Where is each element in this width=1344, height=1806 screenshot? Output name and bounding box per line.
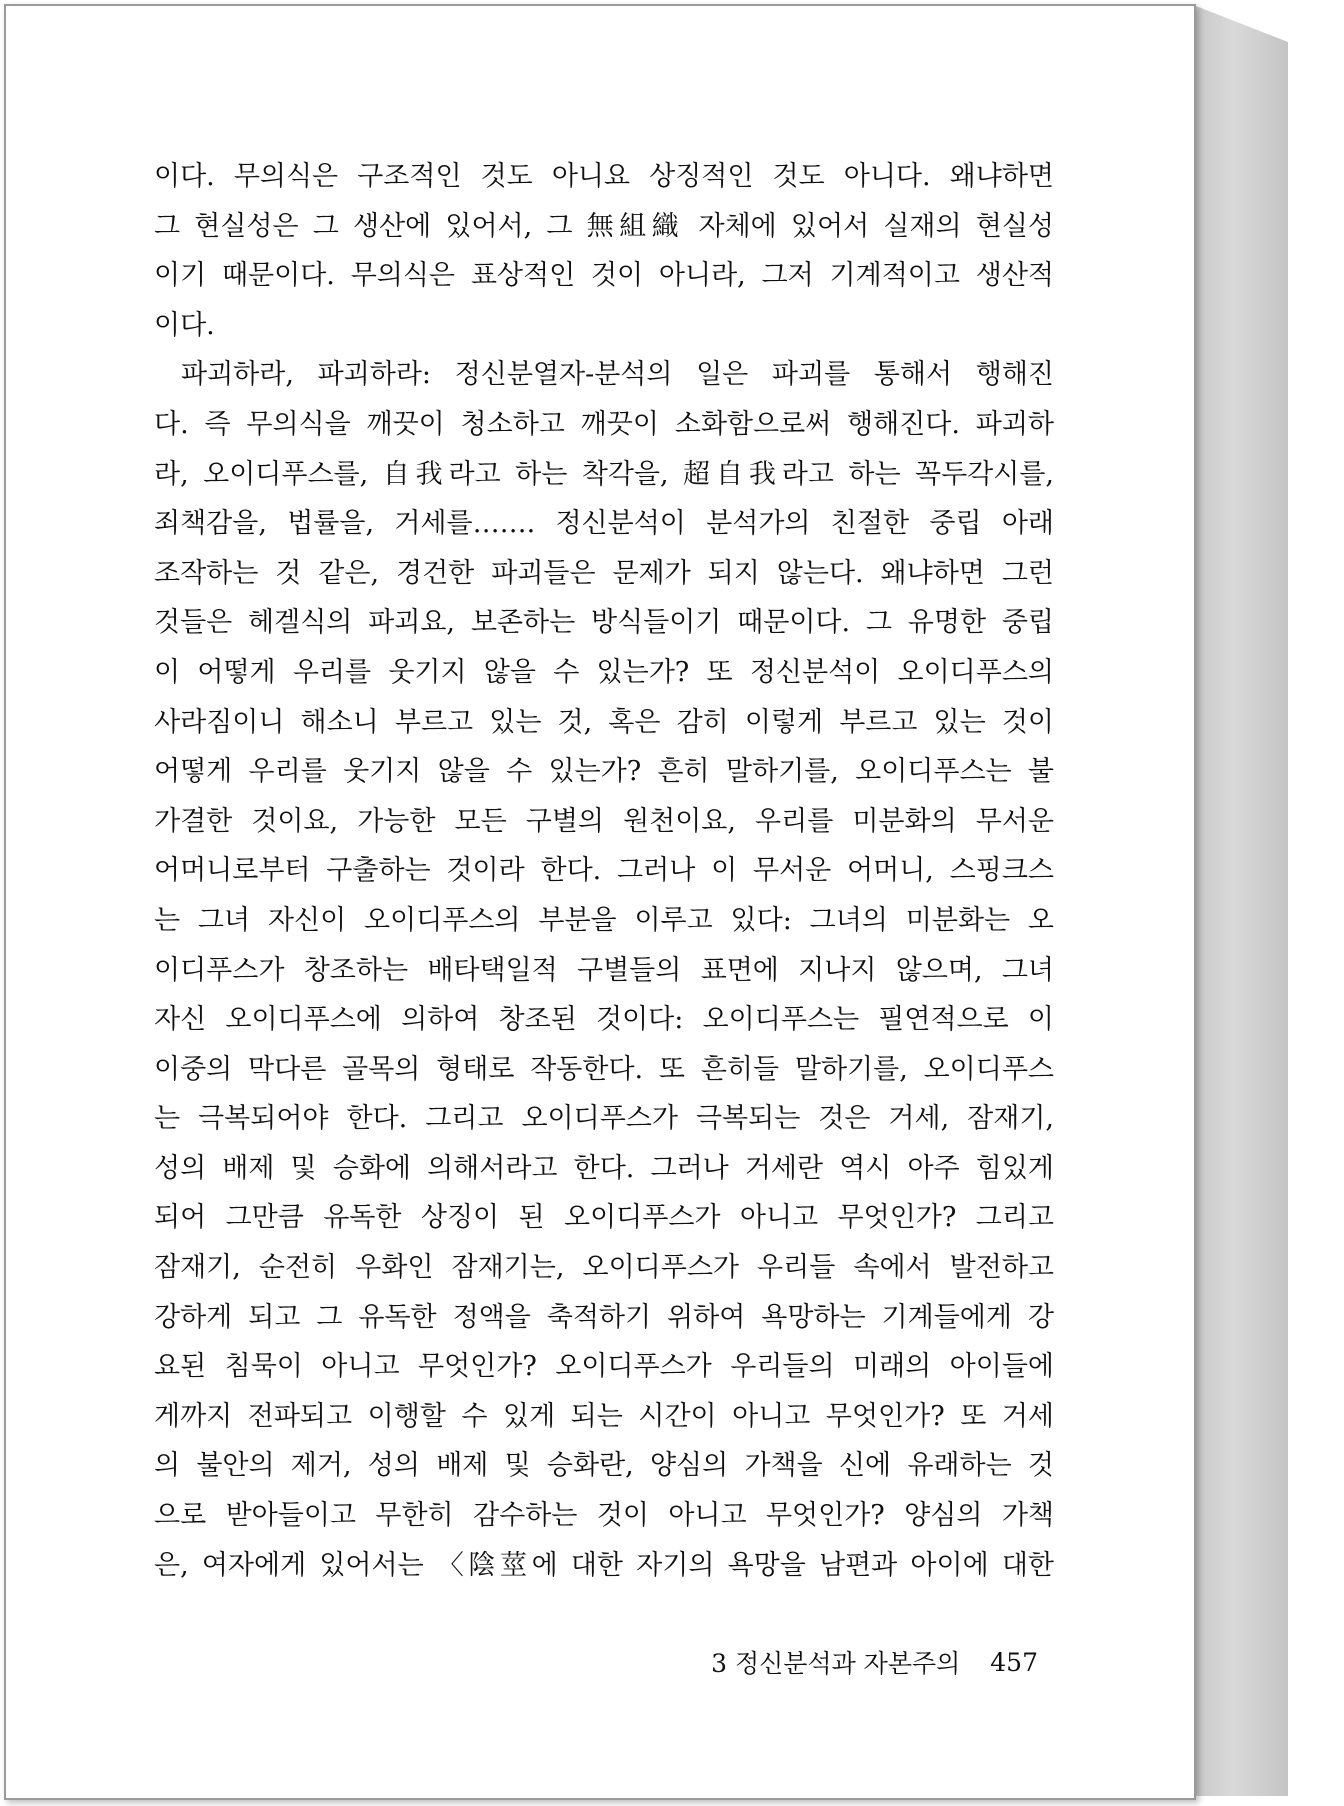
text-line: 는 극복되어야 한다. 그리고 오이디푸스가 극복되는 것은 거세, 잠재기, [154, 1103, 1054, 1135]
text-line: 사라짐이니 해소니 부르고 있는 것, 혹은 감히 이렇게 부르고 있는 것이 [154, 706, 1054, 738]
text-line: 이 어떻게 우리를 웃기지 않을 수 있는가? 또 정신분석이 오이디푸스의 [154, 656, 1054, 688]
page-footer [711, 1642, 1038, 1682]
text-line: 이다. [154, 309, 215, 341]
text-line: 성의 배제 및 승화에 의해서라고 한다. 그러나 거세란 역시 아주 힘있게 [154, 1152, 1054, 1184]
text-line: 어머니로부터 구출하는 것이라 한다. 그러나 이 무서운 어머니, 스핑크스 [154, 855, 1054, 887]
text-line: 이디푸스가 창조하는 배타택일적 구별들의 표면에 지나지 않으며, 그녀 [154, 954, 1054, 986]
text-line: 이다. 무의식은 구조적인 것도 아니요 상징적인 것도 아니다. 왜냐하면 [154, 161, 1054, 192]
text-line: 라, 오이디푸스를, 自我라고 하는 착각을, 超自我라고 하는 꼭두각시를, [154, 458, 1054, 490]
text-line: 자신 오이디푸스에 의하여 창조된 것이다: 오이디푸스는 필연적으로 이 [154, 1004, 1054, 1036]
text-line: 그 현실성은 그 생산에 있어서, 그 無組織 자체에 있어서 실재의 현실성 [154, 210, 1054, 242]
body-text [154, 152, 1054, 1590]
page-number: 457 [990, 1647, 1038, 1677]
text-line: 이중의 막다른 골목의 형태로 작동한다. 또 흔히들 말하기를, 오이디푸스 [154, 1053, 1054, 1085]
running-head: 3 정신분석과 자본주의 [711, 1649, 961, 1678]
text-line: 것들은 헤겔식의 파괴요, 보존하는 방식들이기 때문이다. 그 유명한 중립 [154, 607, 1054, 639]
book-page [4, 4, 1196, 1800]
text-line: 잠재기, 순전히 우화인 잠재기는, 오이디푸스가 우리들 속에서 발전하고 [154, 1252, 1054, 1284]
text-line: 다. 즉 무의식을 깨끗이 청소하고 깨끗이 소화함으로써 행해진다. 파괴하 [154, 408, 1054, 440]
text-line: 조작하는 것 같은, 경건한 파괴들은 문제가 되지 않는다. 왜냐하면 그런 [154, 557, 1054, 589]
text-line: 의 불안의 제거, 성의 배제 및 승화란, 양심의 가책을 신에 유래하는 것 [154, 1450, 1054, 1482]
text-line: 가결한 것이요, 가능한 모든 구별의 원천이요, 우리를 미분화의 무서운 [154, 805, 1054, 837]
text-line: 게까지 전파되고 이행할 수 있게 되는 시간이 아니고 무엇인가? 또 거세 [154, 1400, 1054, 1432]
text-line: 으로 받아들이고 무한히 감수하는 것이 아니고 무엇인가? 양심의 가책 [154, 1500, 1054, 1532]
text-line: 되어 그만큼 유독한 상징이 된 오이디푸스가 아니고 무엇인가? 그리고 [154, 1202, 1054, 1234]
text-line: 은, 여자에게 있어서는 〈陰莖에 대한 자기의 욕망을 남편과 아이에 대한 [154, 1549, 1054, 1581]
text-line: 요된 침묵이 아니고 무엇인가? 오이디푸스가 우리들의 미래의 아이들에 [154, 1351, 1054, 1383]
text-line: 파괴하라, 파괴하라: 정신분열자-분석의 일은 파괴를 통해서 행해진 [181, 359, 1054, 391]
text-line: 어떻게 우리를 웃기지 않을 수 있는가? 흔히 말하기를, 오이디푸스는 불 [154, 756, 1054, 788]
text-line: 죄책감을, 법률을, 거세를……. 정신분석이 분석가의 친절한 중립 아래 [154, 508, 1054, 540]
text-line: 이기 때문이다. 무의식은 표상적인 것이 아니라, 그저 기계적이고 생산적 [154, 260, 1054, 292]
book-page-edge [1196, 6, 1288, 1796]
text-line: 강하게 되고 그 유독한 정액을 축적하기 위하여 욕망하는 기계들에게 강 [154, 1301, 1054, 1333]
text-line: 는 그녀 자신이 오이디푸스의 부분을 이루고 있다: 그녀의 미분화는 오 [154, 904, 1054, 936]
